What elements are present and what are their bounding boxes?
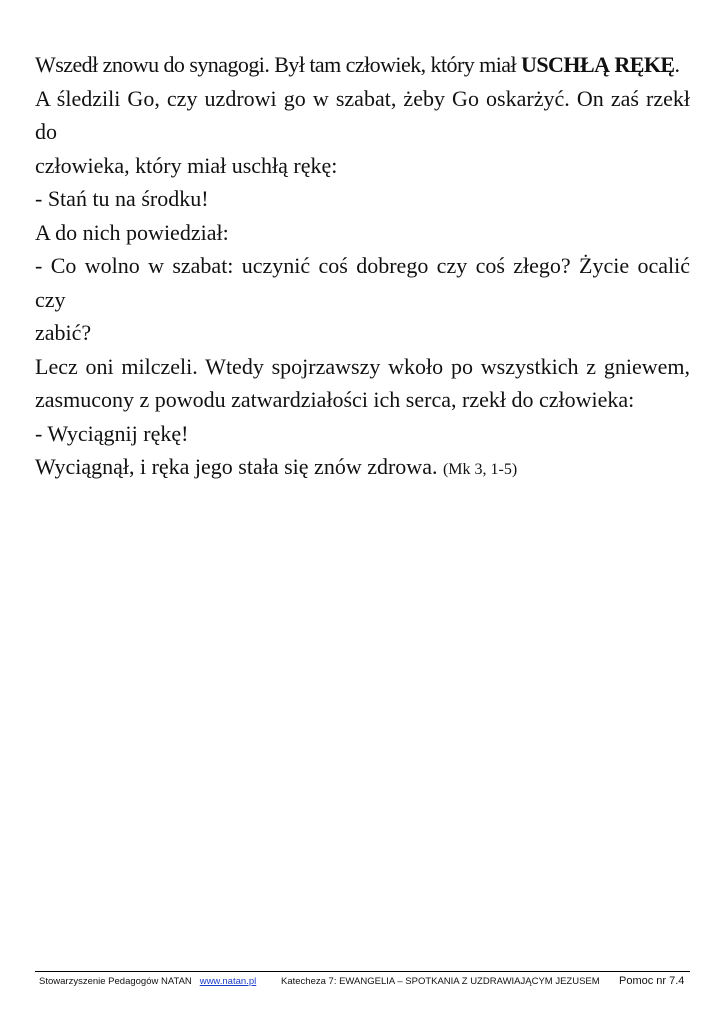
passage-line-1-end: . [674, 52, 680, 77]
scripture-reference: (Mk 3, 1-5) [442, 461, 518, 478]
passage-line-6: - Co wolno w szabat: uczynić coś dobrego czy coś złego? Życie ocalić czy [35, 253, 690, 312]
passage-line-3: człowieka, który miał uschłą rękę: [35, 152, 338, 178]
passage-line-7: zabić? [35, 320, 92, 345]
passage-line-4: - Stań tu na środku! [35, 186, 209, 211]
passage-emphasis: USCHŁĄ RĘKĘ [521, 52, 675, 77]
passage-line-9: zasmucony z powodu zatwardziałości ich serca, rzekł do człowieka: [35, 387, 635, 412]
passage-line-10: - Wyciągnij rękę! [35, 420, 189, 446]
passage-line-11-text: Wyciągnął, i ręka jego stała się znów zdrowa. [35, 454, 443, 479]
passage-line-5: A do nich powiedział: [35, 219, 229, 245]
footer-organization [39, 976, 256, 987]
footer-page-label: Pomoc nr 7.4 [619, 975, 685, 987]
footer-lesson-title: Katecheza 7: EWANGELIA – SPOTKANIA Z UZDRAWIAJĄCYM JEZUSEM [281, 976, 600, 987]
footer-website-link[interactable]: www.natan.pl [199, 976, 257, 987]
footer-divider [35, 971, 690, 972]
passage-line-8: Lecz oni milczeli. Wtedy spojrzawszy wkoło po wszystkich z gniewem, [35, 353, 690, 379]
passage-line-1-text: Wszedł znowu do synagogi. Był tam człowiek, który miał [35, 52, 522, 77]
passage-line-1 [35, 48, 690, 82]
passage-line-2: A śledzili Go, czy uzdrowi go w szabat, żeby Go oskarżyć. On zaś rzekł do [35, 85, 690, 144]
passage-line-11 [35, 450, 690, 487]
footer-org-name: Stowarzyszenie Pedagogów NATAN [39, 976, 192, 987]
gospel-passage [35, 48, 690, 487]
